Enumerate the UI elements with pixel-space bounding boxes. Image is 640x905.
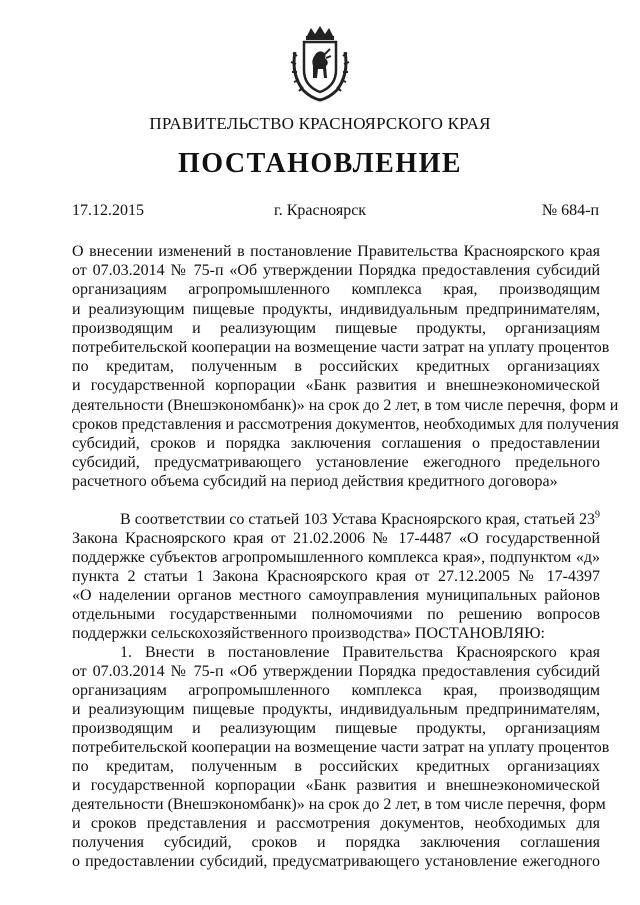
title-line: организациям агропромышленного комплекса края, производящим — [72, 281, 600, 299]
preamble-line: отдельными государственными полномочиями по решению вопросов — [72, 606, 600, 623]
document-type-heading: ПОСТАНОВЛЕНИЕ — [177, 148, 463, 179]
title-line: сроков представления и рассмотрения документов, необходимых для получения — [72, 415, 619, 433]
coat-of-arms-icon — [289, 22, 351, 102]
item1-line: по кредитам, полученным в российских кредитных организациях — [72, 758, 600, 775]
title-line: расчетного объема субсидий на период действия кредитного договора» — [72, 473, 558, 491]
title-line: субсидий, предусматривающего установление ежегодного предельного — [72, 454, 600, 472]
preamble-line: поддержке субъектов агропромышленного комплекса края», подпунктом «д» — [72, 549, 600, 566]
title-line: деятельности (Внешэкономбанк)» на срок до 2 лет, в том числе перечня, форм и — [72, 396, 619, 414]
item1-line: производящим и реализующим пищевые продукты, организациям — [72, 720, 600, 737]
preamble-line: «О наделении органов местного самоуправления муниципальных районов — [72, 587, 600, 604]
preamble-line-text: В соответствии со статьей 103 Устава Красноярского края, статьей 23 — [120, 511, 595, 528]
title-line: и реализующим пищевые продукты, индивидуальным предпринимателям, — [72, 300, 600, 318]
document-number: № 684-п — [541, 202, 599, 219]
title-line: и государственной корпорации «Банк развития и внешнеэкономической — [72, 377, 600, 395]
item1-line: и государственной корпорации «Банк развития и внешнеэкономической — [72, 777, 600, 794]
title-line: потребительской кооперации на возмещение части затрат на уплату процентов — [72, 339, 610, 357]
article-superscript: 9 — [595, 509, 600, 521]
item1-line: потребительской кооперации на возмещение части затрат на уплату процентов — [72, 739, 610, 756]
item1-line: деятельности (Внешэкономбанк)» на срок до 2 лет, в том числе перечня, форм — [72, 796, 606, 813]
title-line: производящим и реализующим пищевые продукты, организациям — [72, 319, 600, 337]
document-date: 17.12.2015 — [72, 202, 144, 219]
title-line: О внесении изменений в постановление Правительства Красноярского края — [72, 243, 600, 260]
organization-name: ПРАВИТЕЛЬСТВО КРАСНОЯРСКОГО КРАЯ — [149, 114, 491, 133]
document-body — [72, 509, 610, 871]
title-line: субсидий, сроков и порядка заключения соглашения о предоставлении — [72, 435, 600, 453]
item1-line: получения субсидий, сроков и порядка заключения соглашения — [72, 834, 600, 851]
title-line: от 07.03.2014 № 75-п «Об утверждении Порядка предоставления субсидий — [72, 262, 600, 280]
item1-line: организациям агропромышленного комплекса края, производящим — [72, 682, 600, 699]
preamble-line: пункта 2 статьи 1 Закона Красноярского края от 27.12.2005 № 17-4397 — [72, 568, 600, 585]
item1-line: 1. Внести в постановление Правительства Красноярского края — [120, 644, 600, 661]
preamble-line: Закона Красноярского края от 21.02.2006 № 17-4487 «О государственной — [72, 530, 600, 547]
item1-line: от 07.03.2014 № 75-п «Об утверждении Порядка предоставления субсидий — [72, 663, 600, 680]
document-city: г. Красноярск — [273, 202, 367, 219]
item1-line: и сроков представления и рассмотрения документов, необходимых для — [72, 815, 600, 832]
document-title — [72, 242, 619, 492]
item1-line: и реализующим пищевые продукты, индивидуальным предпринимателям, — [72, 701, 600, 718]
item1-line: о предоставлении субсидий, предусматривающего установление ежегодного — [72, 853, 600, 870]
preamble-line — [72, 510, 600, 529]
preamble-line: поддержки сельскохозяйственного производства» ПОСТАНОВЛЯЮ: — [72, 625, 545, 642]
title-line: по кредитам, полученным в российских кредитных организациях — [72, 358, 600, 376]
